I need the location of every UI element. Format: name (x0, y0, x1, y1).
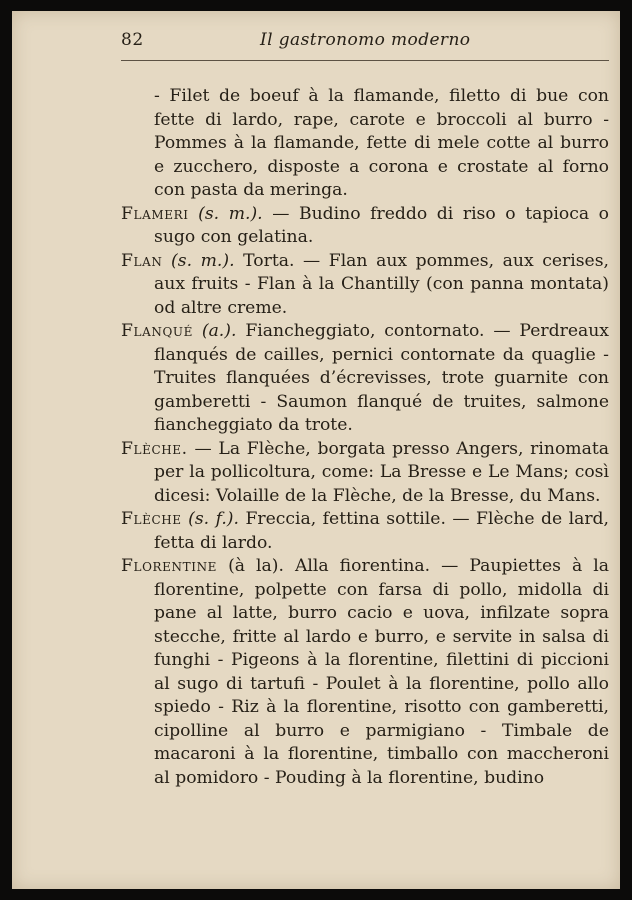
grammar-tag: (a.). (201, 321, 237, 341)
book-page (12, 11, 620, 889)
entry-text: Freccia, fettina sottile. — Flèche de lard, fetta di lardo. (154, 509, 610, 553)
entry-text: (à la). Alla fiorentina. — Paupiettes à la florentine, polpette con farsa di pollo, midolla di pane al latte, burro cacio e uova, infilzate sopra stecche, fritte al lardo e burro, e servite in salsa di funghi - Pigeons à la florentine, filettini di piccioni al sugo di tartufi - Poulet à la florentine, pollo allo spiedo - Riz à la florentine, risotto con gamberetti, cipolline al burro e parmigiano - Timbale de macaroni à la florentine, timballo con maccheroni al pomidoro - Pouding à la florentine, budino (154, 556, 609, 788)
running-title: Il gastronomo moderno (260, 30, 471, 50)
entry-flan (121, 250, 609, 321)
headword: Flanqué (121, 321, 193, 341)
entry-florentine (121, 555, 609, 790)
headword: Flameri (121, 203, 189, 224)
entry-text: Torta. — Flan aux pommes, aux cerises, aux fruits - Flan à la Chantilly (con panna montata) od altre creme. (154, 250, 609, 318)
entry-text: — Budino freddo di riso o tapioca o sugo con gelatina. (154, 203, 609, 247)
entry-flameri (121, 203, 609, 250)
entry-text: Fiancheggiato, contornato. — Perdreaux flanqués de cailles, pernici contornate da quaglie - Truites flanquées d’écrevisses, trote guarnite con gamberetti - Saumon flanqué de truites, salmone fiancheggiato da trote. (154, 321, 610, 435)
entry-text: - Filet de boeuf à la flamande, filetto di bue con fette di lardo, rape, carote e broccoli al burro - Pommes à la flamande, fette di mele cotte al burro e zucchero, disposte a corona e crostate al forno con pasta da meringa. (154, 86, 609, 200)
headword: Flèche (121, 509, 182, 529)
entry-text: — La Flèche, borgata presso Angers, rinomata per la pollicoltura, come: La Bresse e Le Mans; così dicesi: Volaille de la Flèche, de la Bresse, du Mans. (154, 438, 610, 506)
header-rule (121, 60, 609, 61)
headword: Flèche. (121, 438, 188, 459)
body-text (121, 85, 609, 790)
grammar-tag: (s. m.). (171, 250, 235, 271)
headword: Flan (121, 250, 163, 271)
grammar-tag: (s. f.). (188, 509, 239, 529)
page-number: 82 (121, 30, 144, 50)
entry-flanque (121, 320, 609, 438)
headword: Florentine (121, 556, 218, 576)
entry-continuation (121, 85, 609, 203)
entry-fleche (121, 508, 609, 555)
grammar-tag: (s. m.). (198, 203, 263, 224)
page-header (12, 30, 620, 60)
entry-fleche-town (121, 438, 609, 509)
